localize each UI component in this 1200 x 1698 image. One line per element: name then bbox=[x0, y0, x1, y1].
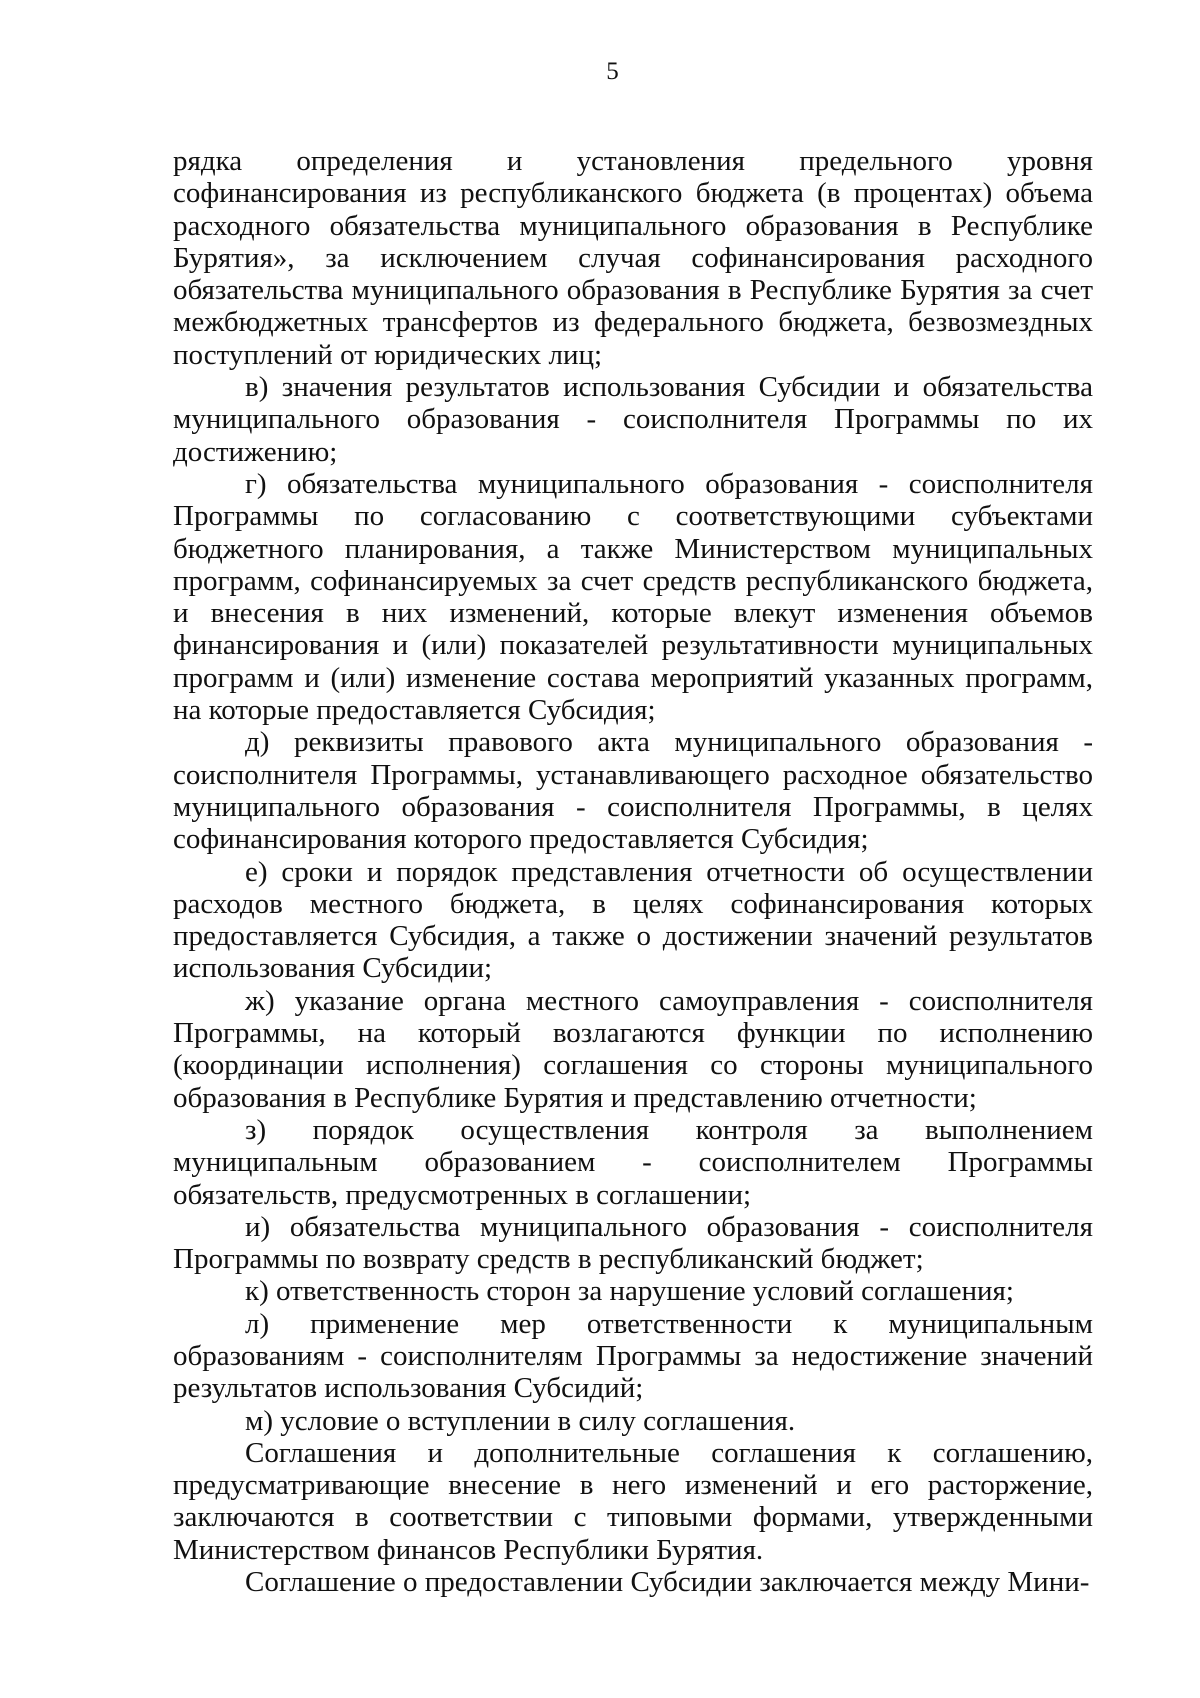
paragraph-item-d: д) реквизиты правового акта муниципального образования - соисполнителя Программы, устанавливающего расходное обязательство муниципального образования - соисполнителя Программы, в целях софинансирования которого предоставляется Субсидия; bbox=[173, 726, 1093, 856]
paragraph-continuation: рядка определения и установления предельного уровня софинансирования из республиканского бюджета (в процентах) объема расходного обязательства муниципального образования в Республике Бурятия», за исключением случая софинансирования расходного обязательства муниципального образования в Республике Бурятия за счет межбюджетных трансфертов из федерального бюджета, безвозмездных поступлений от юридических лиц; bbox=[173, 145, 1093, 371]
document-body bbox=[173, 145, 1093, 1598]
paragraph-item-l: л) применение мер ответственности к муниципальным образованиям - соисполнителям Программы за недостижение значений результатов использования Субсидий; bbox=[173, 1307, 1093, 1405]
paragraph-item-z: з) порядок осуществления контроля за выполнением муниципальным образованием - соисполнителем Программы обязательств, предусмотренных в соглашении; bbox=[173, 1113, 1093, 1211]
paragraph-item-m: м) условие о вступлении в силу соглашения. bbox=[245, 1404, 796, 1437]
paragraph-item-g: г) обязательства муниципального образования - соисполнителя Программы по согласованию с соответствующими субъектами бюджетного планирования, а также Министерством муниципальных программ, софинансируемых за счет средств республиканского бюджета, и внесения в них изменений, которые влекут изменения объемов финансирования и (или) показателей результативности муниципальных программ и (или) изменение состава мероприятий указанных программ, на которые предоставляется Субсидия; bbox=[173, 467, 1093, 727]
page-number: 5 bbox=[606, 58, 619, 85]
paragraph-item-zh: ж) указание органа местного самоуправления - соисполнителя Программы, на который возлагаются функции по исполнению (координации исполнения) соглашения со стороны муниципального образования в Республике Бурятия и представлению отчетности; bbox=[173, 984, 1093, 1114]
paragraph-agreements: Соглашения и дополнительные соглашения к соглашению, предусматривающие внесение в него изменений и его расторжение, заключаются в соответствии с типовыми формами, утвержденными Министерством финансов Республики Бурятия. bbox=[173, 1436, 1093, 1566]
paragraph-item-v: в) значения результатов использования Субсидии и обязательства муниципального образования - соисполнителя Программы по их достижению; bbox=[173, 371, 1093, 468]
paragraph-agreement-conclusion: Соглашение о предоставлении Субсидии заключается между Мини- bbox=[245, 1566, 1090, 1599]
paragraph-item-e: е) сроки и порядок представления отчетности об осуществлении расходов местного бюджета, в целях софинансирования которых предоставляется Субсидия, а также о достижении значений результатов использования Субсидии; bbox=[173, 855, 1093, 985]
paragraph-item-k: к) ответственность сторон за нарушение условий соглашения; bbox=[245, 1275, 1014, 1308]
paragraph-item-i: и) обязательства муниципального образования - соисполнителя Программы по возврату средств в республиканский бюджет; bbox=[173, 1210, 1093, 1276]
